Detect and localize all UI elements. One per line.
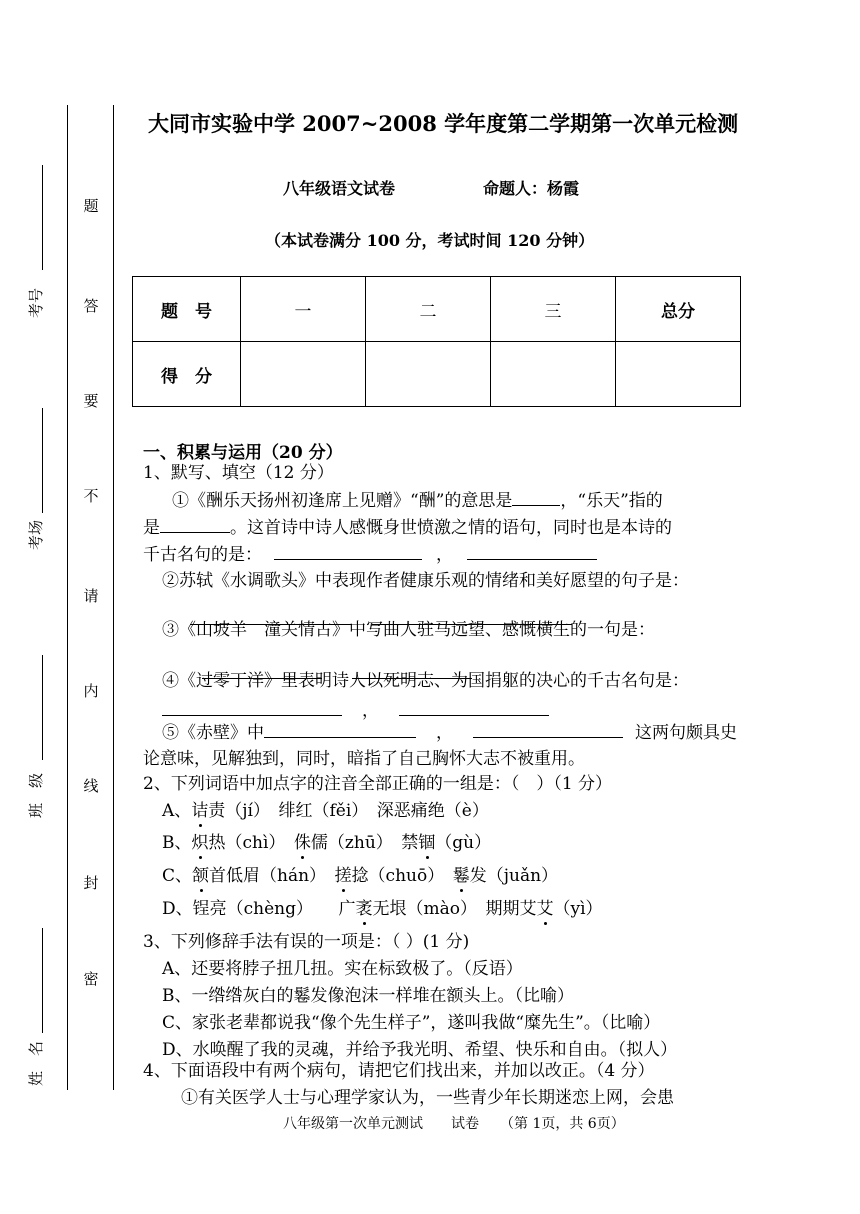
dotted-char: 锢: [418, 833, 436, 853]
question-stem: 4、下面语段中有两个病句，请把它们找出来，并加以改正。（4 分）: [143, 1061, 655, 1081]
author-subtitle: 命题人：杨霞: [483, 179, 580, 198]
text: 发（juǎn）: [469, 866, 559, 886]
dotted-char: 侏: [293, 833, 311, 853]
score-table: [132, 276, 741, 407]
option-a[interactable]: [162, 798, 489, 825]
option-a[interactable]: A、还要将脖子扭几扭。实在标致极了。（反语）: [162, 959, 523, 979]
question-line: [143, 514, 672, 542]
option-c[interactable]: C、家张老辈都说我“像个先生样子”，遂叫我做“糜先生”。（比喻）: [162, 1013, 661, 1033]
answer-blank[interactable]: [162, 697, 342, 716]
answer-blank[interactable]: [473, 719, 623, 738]
question-stem: 3、下列修辞手法有误的一项是：（ ）(1 分): [143, 932, 470, 952]
option-b[interactable]: [162, 830, 491, 857]
text: D、锃亮（chèng） 广: [162, 899, 356, 919]
class-label: 班 级: [27, 772, 45, 818]
score-table-score-row: [133, 342, 741, 407]
question-stem: 1、默写、填空（12 分）: [143, 463, 334, 483]
question-line: [162, 719, 737, 747]
score-table-cell: 二: [366, 277, 491, 342]
answer-blank[interactable]: [160, 514, 230, 533]
question-line: 论意味，见解独到，同时，暗指了自己胸怀大志不被重用。: [143, 749, 585, 769]
binding-char: 答: [83, 297, 99, 315]
binding-char: 请: [83, 587, 99, 605]
text: 是: [143, 518, 160, 538]
binding-char: 题: [83, 197, 99, 215]
text: ，: [436, 723, 453, 743]
binding-line-right: [113, 105, 114, 1090]
score-table-cell: 三: [491, 277, 616, 342]
text: ⑤《赤壁》中: [162, 723, 264, 743]
score-table-cell: 题 号: [133, 277, 241, 342]
exam-number-blank[interactable]: [42, 165, 43, 270]
exam-room-blank[interactable]: [42, 408, 43, 513]
option-c[interactable]: [162, 863, 558, 890]
dotted-char: 搓: [334, 866, 352, 886]
answer-blank[interactable]: [467, 541, 597, 560]
dotted-char: 艾: [536, 899, 554, 919]
text: 热（chì）: [208, 833, 294, 853]
score-table-cell: 总分: [616, 277, 741, 342]
answer-blank[interactable]: [264, 719, 416, 738]
option-d[interactable]: [162, 896, 603, 923]
score-table-cell: 一: [241, 277, 366, 342]
binding-char: 线: [83, 777, 99, 795]
score-input-cell[interactable]: [241, 342, 366, 407]
binding-char: 内: [83, 682, 99, 700]
text: ，“乐天”指的: [560, 491, 663, 511]
text: 儒（zhū） 禁: [310, 833, 419, 853]
dotted-char: 袤: [355, 899, 373, 919]
dotted-char: 颔: [192, 866, 210, 886]
answer-blank[interactable]: [512, 487, 560, 506]
exam-note: （本试卷满分 100 分，考试时间 120 分钟）: [265, 231, 595, 250]
binding-line-left: [67, 105, 68, 1090]
text: 这两句颇具史: [635, 723, 737, 743]
binding-char: 封: [83, 874, 99, 892]
answer-blank[interactable]: [399, 697, 549, 716]
text: 。这首诗中诗人感慨身世愤激之情的语句，同时也是本诗的: [230, 518, 672, 538]
text: 千古名句的是：: [143, 545, 262, 565]
answer-blank[interactable]: [274, 541, 422, 560]
text: C、: [162, 866, 193, 886]
page-footer: 八年级第一次单元测试 试卷 （第 1页，共 6页）: [283, 1116, 625, 1132]
text: 首低眉（hán）: [209, 866, 335, 886]
score-table-header-row: [133, 277, 741, 342]
page-title: 大同市实验中学 2007~2008 学年度第二学期第一次单元检测: [148, 111, 739, 136]
grade-subtitle: 八年级语文试卷: [283, 179, 396, 198]
dotted-char: 诘: [191, 801, 209, 821]
question-line: ④《过零丁洋》里表明诗人以死明志、为国捐躯的决心的千古名句是：: [162, 671, 689, 691]
text: （yì）: [553, 899, 603, 919]
text: 无垠（mào） 期期艾: [372, 899, 537, 919]
question-line: [143, 541, 597, 569]
question-stem: 2、下列词语中加点字的注音全部正确的一组是：（ ）（1 分）: [143, 774, 613, 794]
name-label: 姓 名: [27, 1040, 45, 1086]
score-table-cell: 得 分: [133, 342, 241, 407]
text: 责（jí） 绯红（fěi） 深恶痛绝（è）: [208, 801, 489, 821]
text: ①《酬乐天扬州初逢席上见赠》“酬”的意思是: [172, 491, 513, 511]
text: A、: [162, 801, 192, 821]
text: （gù）: [435, 833, 492, 853]
question-line: [172, 487, 663, 515]
section-heading: 一、积累与运用（20 分）: [143, 443, 343, 463]
text: ，: [362, 701, 379, 721]
class-blank[interactable]: [42, 655, 43, 760]
text: 捻（chuō）: [351, 866, 453, 886]
exam-number-label: 考号: [27, 287, 45, 318]
dotted-char: 鬈: [452, 866, 470, 886]
binding-char: 不: [83, 487, 99, 505]
option-b[interactable]: B、一绺绺灰白的鬈发像泡沫一样堆在额头上。（比喻）: [162, 986, 574, 1006]
score-input-cell[interactable]: [491, 342, 616, 407]
dotted-char: 炽: [191, 833, 209, 853]
score-input-cell[interactable]: [616, 342, 741, 407]
exam-room-label: 考场: [27, 519, 45, 550]
binding-char: 密: [83, 970, 99, 988]
question-line: ③《山坡羊 潼关情古》中写曲人驻马远望、感慨横生的一句是：: [162, 620, 655, 640]
score-input-cell[interactable]: [366, 342, 491, 407]
text: B、: [162, 833, 192, 853]
option-d[interactable]: D、水唤醒了我的灵魂，并给予我光明、希望、快乐和自由。（拟人）: [162, 1040, 678, 1060]
name-blank[interactable]: [42, 928, 43, 1033]
question-line: ②苏轼《水调歌头》中表现作者健康乐观的情绪和美好愿望的句子是：: [162, 571, 689, 591]
question-line: ①有关医学人士与心理学家认为，一些青少年长期迷恋上网，会患: [181, 1088, 674, 1108]
binding-char: 要: [83, 392, 99, 410]
text: ，: [436, 545, 453, 565]
